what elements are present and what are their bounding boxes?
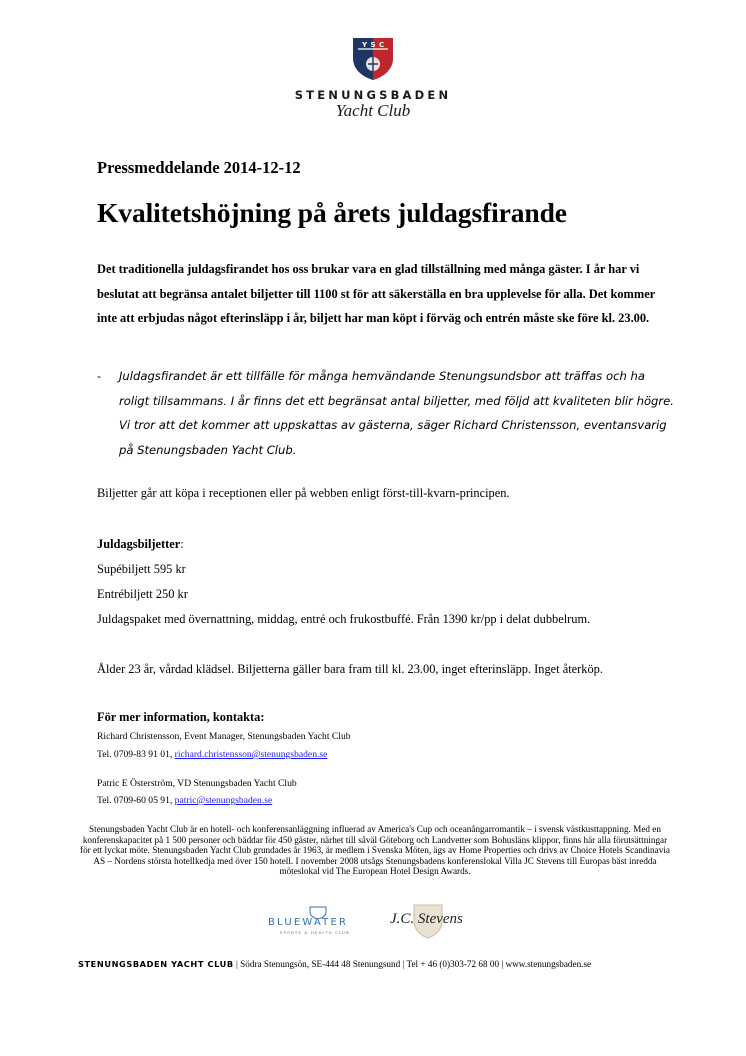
jc-stevens-name: J.C. Stevens bbox=[390, 911, 463, 927]
bluewater-logo bbox=[268, 905, 368, 939]
tickets-heading: Juldagsbiljetter bbox=[97, 537, 181, 551]
bluewater-name: BLUEWATER bbox=[268, 917, 349, 928]
crest-letter-s: S bbox=[370, 41, 376, 49]
crest-letter-c: C bbox=[379, 41, 385, 49]
headline: Kvalitetshöjning på årets juldagsfirande bbox=[97, 197, 567, 228]
jc-stevens-logo bbox=[386, 903, 486, 939]
ticket-item: Supébiljett 595 kr bbox=[97, 562, 186, 576]
brand-subtitle: Yacht Club bbox=[335, 101, 411, 120]
quote-block bbox=[97, 364, 677, 462]
age-info: Ålder 23 år, vårdad klädsel. Biljetterna gäller bara fram till kl. 23.00, inget efterinsläpp. Inget återköp. bbox=[97, 662, 603, 676]
tickets-heading-colon: : bbox=[180, 537, 184, 551]
ticket-item: Juldagspaket med övernattning, middag, entré och frukostbuffé. Från 1390 kr/pp i delat dubbelrum. bbox=[97, 612, 591, 626]
contact-phone-line bbox=[97, 749, 327, 760]
contact-person-line: Richard Christensson, Event Manager, Stenungsbaden Yacht Club bbox=[97, 731, 351, 742]
footer-separator: | bbox=[499, 959, 506, 969]
contact-phone: Tel. 0709-60 05 91, bbox=[97, 795, 175, 806]
quote-text: Juldagsfirandet är ett tillfälle för många hemvändande Stenungsundsbor att träffas och ha roligt tillsammans. I år finns det ett begränsat antal biljetter, med följd att kvaliteten blir högre. Vi tror att det kommer att uppskattas av gästerna, säger Richard Christensson, eventansvarig på Stenungsbaden Yacht Club. bbox=[119, 369, 674, 457]
about-paragraph: Stenungsbaden Yacht Club är en hotell- och konferensanläggning influerad av America's Cup och oceanångarromantik – i svensk västkusttappning. Med en konferenskapacitet på 1 500 personer och bäddar för 450 gäster, närhet till såväl Göteborg och Landvetter som Bohusläns klippor, finns här alla förutsättningar för ett lyckat möte. Stenungsbaden Yacht Club grundades år 1963, är medlem i Svenska Möten, ägs av Home Properties och drivs av Choice Hotels Scandinavia AS – Nordens största hotellkedja med över 150 hotell. I november 2008 utsågs Stenungsbadens konferenslokal Villa JC Stevens till Europas bäst inredda möteslokal vid The European Hotel Design Awards. bbox=[80, 824, 670, 877]
footer-brand: STENUNGSBADEN YACHT CLUB bbox=[78, 959, 234, 969]
footer-separator: | bbox=[400, 959, 407, 969]
footer-address: Södra Stenungsön, SE-444 48 Stenungsund bbox=[240, 959, 401, 969]
contact-person-line: Patric E Österström, VD Stenungsbaden Yacht Club bbox=[97, 778, 297, 789]
lead-paragraph: Det traditionella juldagsfirandet hos oss brukar vara en glad tillställning med många gäster. I år har vi beslutat att begränsa antalet biljetter till 1100 st för att säkerställa en bra upplevelse för alla. Det kommer inte att erbjudas något efterinsläpp i år, biljett har man köpt i förväg och entrén måste ske före kl. 23.00. bbox=[97, 262, 655, 325]
bluewater-subtitle: SPORTS & HEALTH CLUB bbox=[280, 930, 350, 935]
footer-separator: | bbox=[233, 959, 241, 969]
footer-website[interactable]: www.stenungsbaden.se bbox=[505, 959, 592, 969]
footer bbox=[78, 959, 591, 969]
contact-phone: Tel. 0709-83 91 01, bbox=[97, 749, 175, 760]
press-release-date: Pressmeddelande 2014-12-12 bbox=[97, 158, 301, 177]
brand-name: STENUNGSBADEN bbox=[294, 88, 452, 102]
club-logo bbox=[0, 34, 746, 121]
tickets-heading-line bbox=[97, 537, 184, 552]
contact-heading: För mer information, kontakta: bbox=[97, 710, 265, 724]
contact-email-link[interactable]: richard.christensson@stenungsbaden.se bbox=[174, 749, 328, 760]
ticket-item: Entrébiljett 250 kr bbox=[97, 587, 188, 601]
footer-phone: Tel + 46 (0)303-72 68 00 bbox=[406, 959, 500, 969]
crest-icon bbox=[349, 34, 397, 82]
purchase-info: Biljetter går att köpa i receptionen eller på webben enligt först-till-kvarn-principen. bbox=[97, 486, 510, 500]
contact-phone-line bbox=[97, 795, 272, 806]
quote-dash: - bbox=[97, 369, 102, 383]
contact-email-link[interactable]: patric@stenungsbaden.se bbox=[174, 795, 273, 806]
crest-letter-y: Y bbox=[362, 41, 368, 49]
